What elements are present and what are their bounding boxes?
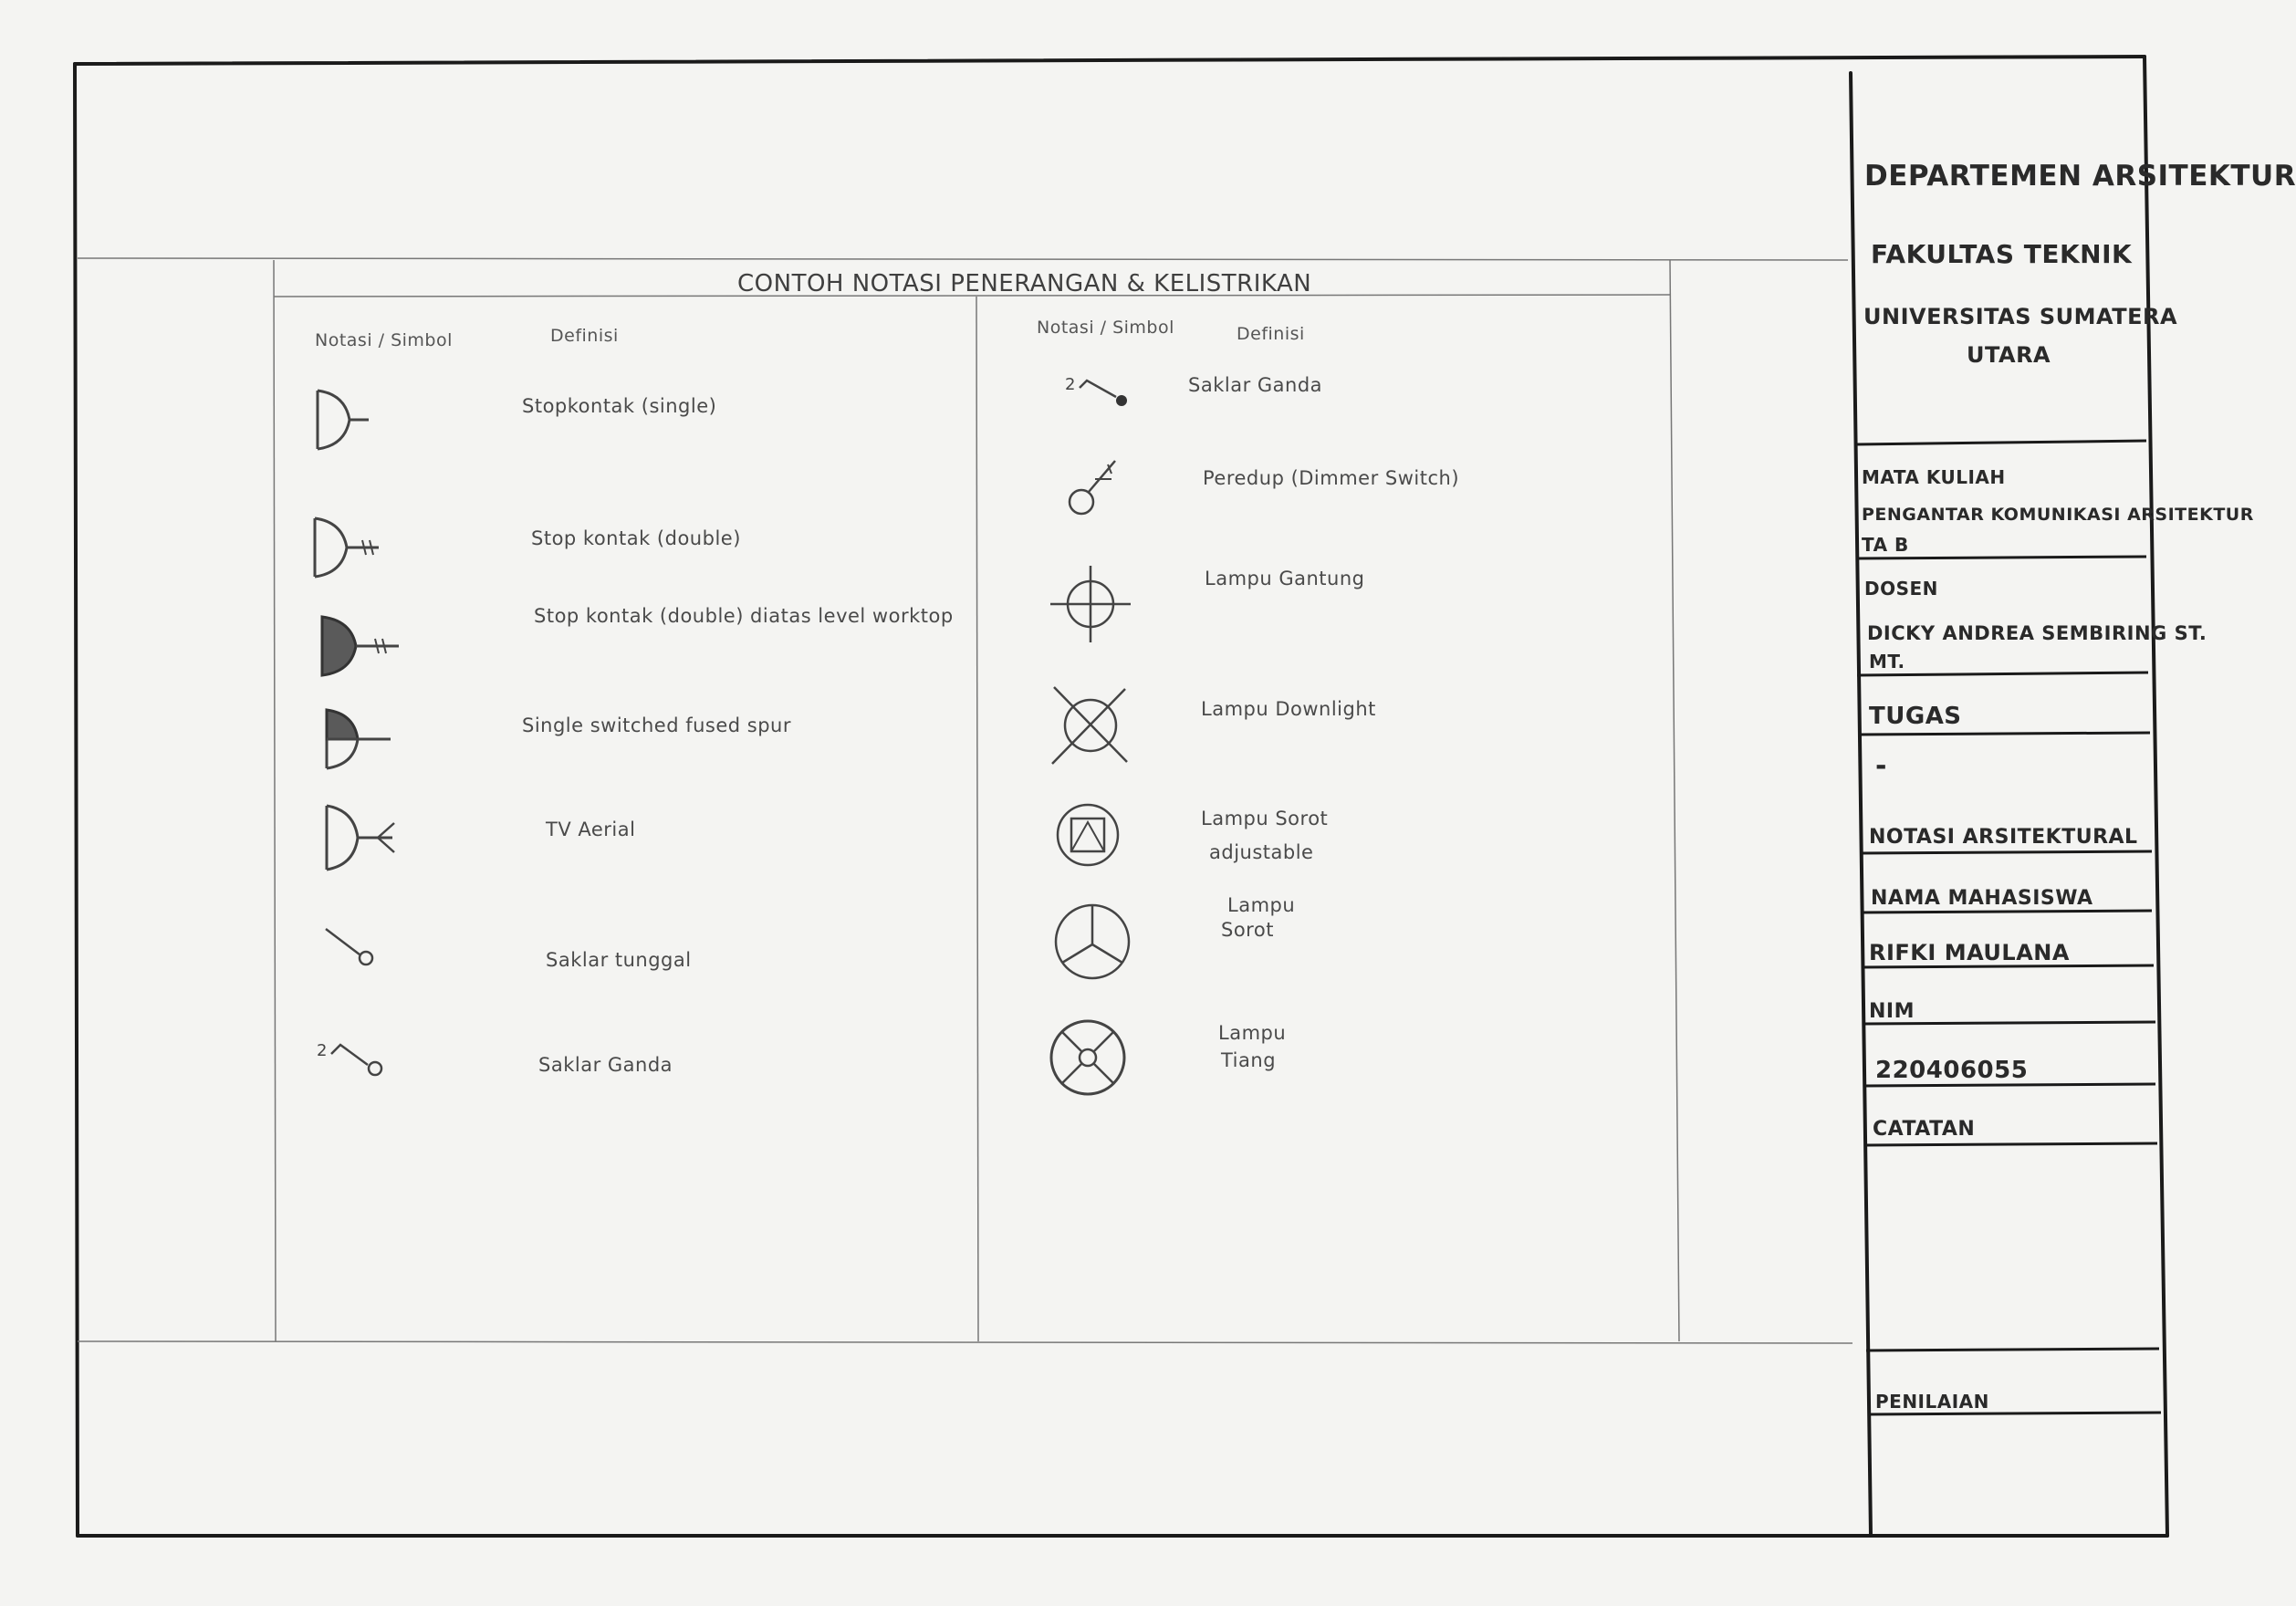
adjustable-spot-icon [1049, 798, 1127, 871]
course-value-2: TA B [1862, 534, 1909, 556]
right-row-1-definition: Saklar Ganda [1188, 374, 1323, 396]
wall-lamp-icon [1045, 1015, 1132, 1101]
right-row-5-definition-1: Lampu Sorot [1201, 808, 1329, 829]
double-switch-icon [315, 1036, 388, 1081]
title-block-faculty: FAKULTAS TEKNIK [1871, 239, 2133, 269]
lecturer-label: DOSEN [1864, 578, 1938, 600]
right-row-3-definition: Lampu Gantung [1205, 568, 1365, 589]
left-row-2-definition: Stop kontak (double) [531, 527, 741, 549]
socket-double-icon [306, 511, 388, 584]
title-block-university-1: UNIVERSITAS SUMATERA [1863, 304, 2178, 329]
title-block-department: DEPARTEMEN ARSITEKTUR [1864, 160, 2296, 193]
spot-lamp-icon [1049, 899, 1136, 986]
left-row-4-definition: Single switched fused spur [522, 714, 791, 736]
student-label: NAMA MAHASISWA [1871, 887, 2093, 910]
student-value: RIFKI MAULANA [1869, 940, 2070, 965]
left-row-6-definition: Saklar tunggal [546, 949, 692, 971]
left-row-3-definition: Stop kontak (double) diatas level worktop [534, 605, 954, 627]
svg-text:2: 2 [1065, 375, 1076, 394]
single-switch-icon [321, 922, 385, 967]
right-row-2-definition: Peredup (Dimmer Switch) [1203, 467, 1460, 489]
task-number: - [1875, 750, 1887, 782]
right-row-4-definition: Lampu Downlight [1201, 698, 1376, 720]
socket-single-icon [308, 383, 381, 456]
course-label: MATA KULIAH [1862, 466, 2006, 488]
dimmer-switch-icon [1059, 452, 1132, 525]
lecturer-value-2: MT. [1869, 651, 1905, 673]
right-col-symbol-header: Notasi / Simbol [1037, 318, 1174, 338]
right-row-5-definition-2: adjustable [1209, 841, 1314, 863]
task-label: TUGAS [1869, 703, 1962, 730]
pendant-lamp-icon [1045, 558, 1136, 650]
task-value: NOTASI ARSITEKTURAL [1869, 826, 2138, 849]
right-row-7-definition-1: Lampu [1218, 1022, 1287, 1044]
course-value-1: PENGANTAR KOMUNIKASI ARSITEKTUR [1862, 505, 2254, 525]
right-row-7-definition-2: Tiang [1221, 1049, 1277, 1071]
svg-text:2: 2 [317, 1041, 328, 1060]
double-switch-dot-icon [1063, 370, 1136, 415]
switched-spur-icon [319, 703, 402, 776]
tv-aerial-icon [319, 801, 402, 874]
socket-double-filled-icon [315, 610, 406, 683]
left-col-symbol-header: Notasi / Simbol [315, 330, 453, 350]
sheet-title: CONTOH NOTASI PENERANGAN & KELISTRIKAN [737, 270, 1312, 297]
right-row-6-definition-1: Lampu [1227, 894, 1296, 916]
downlight-lamp-icon [1045, 680, 1136, 771]
left-row-1-definition: Stopkontak (single) [522, 395, 717, 417]
left-row-7-definition: Saklar Ganda [538, 1054, 673, 1076]
grade-label: PENILAIAN [1875, 1391, 1989, 1413]
title-block-university-2: UTARA [1967, 342, 2051, 368]
right-row-6-definition-2: Sorot [1221, 919, 1274, 941]
left-col-definition-header: Definisi [550, 326, 619, 346]
lecturer-value-1: DICKY ANDREA SEMBIRING ST. [1867, 622, 2207, 644]
nim-label: NIM [1869, 1000, 1915, 1023]
right-col-definition-header: Definisi [1237, 324, 1305, 344]
notes-label: CATATAN [1873, 1118, 1976, 1141]
nim-value: 220406055 [1875, 1057, 2029, 1084]
left-row-5-definition: TV Aerial [546, 819, 636, 840]
